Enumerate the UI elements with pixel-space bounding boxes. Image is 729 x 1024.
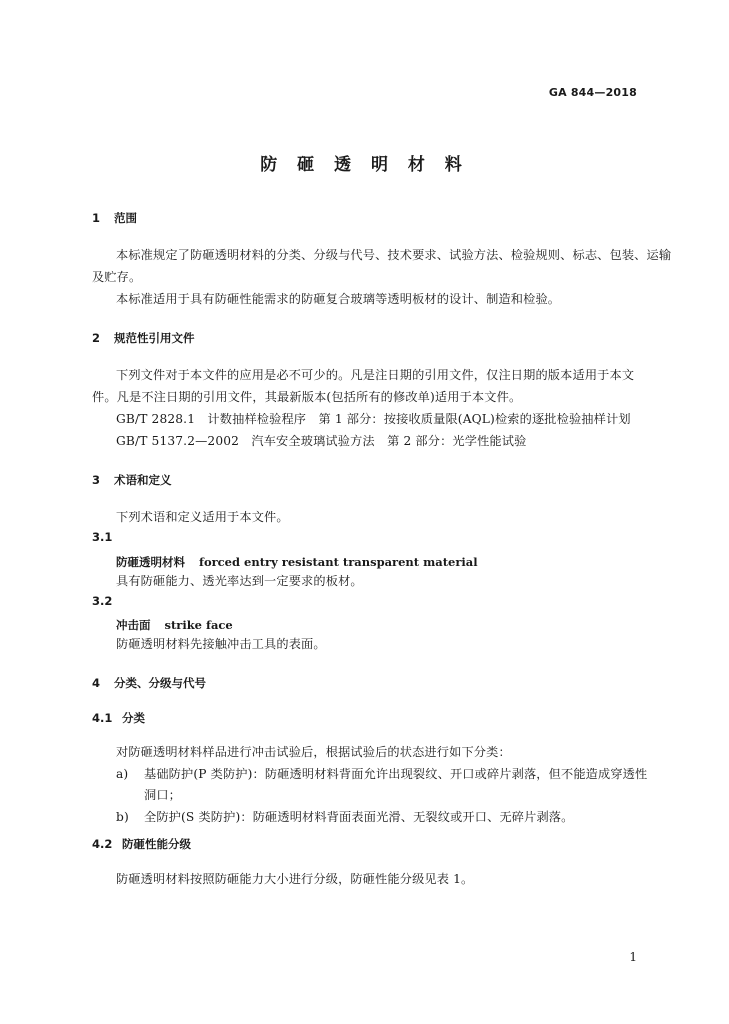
section-number: 4 (92, 676, 101, 690)
term-3-2-heading (116, 614, 233, 633)
list-text: 基础防护(P 类防护)：防砸透明材料背面允许出现裂纹、开口或碎片剥落，但不能造成穿透性 (144, 767, 648, 781)
term-english: strike face (164, 618, 233, 632)
section-3-intro: 下列术语和定义适用于本文件。 (116, 510, 289, 524)
section-number: 3 (92, 473, 101, 487)
list-text: 全防护(S 类防护)：防砸透明材料背面表面光滑、无裂纹或开口、无碎片剥落。 (144, 810, 574, 824)
term-3-1-number: 3.1 (92, 530, 113, 544)
list-item-a-line-1 (116, 765, 647, 782)
section-title: 术语和定义 (114, 473, 172, 487)
section-2-paragraph-line-1: 下列文件对于本文件的应用是必不可少的。凡是注日期的引用文件，仅注日期的版本适用于本文 (116, 368, 635, 382)
section-2-paragraph-line-2: 件。凡是不注日期的引用文件，其最新版本(包括所有的修改单)适用于本文件。 (92, 390, 522, 404)
subsection-title: 分类 (122, 711, 145, 725)
section-2-heading (92, 330, 195, 346)
term-english: forced entry resistant transparent material (199, 555, 478, 569)
subsection-4-2-paragraph: 防砸透明材料按照防砸能力大小进行分级，防砸性能分级见表 1。 (116, 872, 474, 886)
list-item-a-line-2: 洞口； (144, 788, 182, 802)
section-4-heading (92, 675, 206, 691)
section-number: 2 (92, 331, 101, 345)
list-label: a) (116, 767, 129, 781)
section-title: 规范性引用文件 (114, 331, 195, 345)
subsection-number: 4.1 (92, 711, 113, 725)
normative-reference-1: GB/T 2828.1 计数抽样检验程序 第 1 部分：按接收质量限(AQL)检索的逐批检验抽样计划 (116, 412, 631, 426)
term-3-1-heading (116, 551, 478, 570)
section-1-heading (92, 210, 137, 226)
subsection-number: 4.2 (92, 837, 113, 851)
subsection-4-1-intro: 对防砸透明材料样品进行冲击试验后，根据试验后的状态进行如下分类： (116, 745, 511, 759)
normative-reference-2: GB/T 5137.2—2002 汽车安全玻璃试验方法 第 2 部分：光学性能试验 (116, 434, 527, 448)
section-title: 分类、分级与代号 (114, 676, 206, 690)
section-number: 1 (92, 211, 101, 225)
section-1-paragraph-2: 本标准适用于具有防砸性能需求的防砸复合玻璃等透明板材的设计、制造和检验。 (116, 292, 561, 306)
term-3-2-definition: 防砸透明材料先接触冲击工具的表面。 (116, 637, 326, 651)
subsection-4-2-heading (92, 836, 191, 852)
subsection-4-1-heading (92, 710, 145, 726)
list-label: b) (116, 810, 129, 824)
standard-number: GA 844—2018 (548, 86, 637, 99)
term-3-2-number: 3.2 (92, 594, 113, 608)
section-1-paragraph-1-line-1: 本标准规定了防砸透明材料的分类、分级与代号、技术要求、试验方法、检验规则、标志、包装、运输 (116, 248, 672, 262)
term-chinese: 冲击面 (116, 618, 151, 632)
section-3-heading (92, 472, 172, 488)
term-chinese: 防砸透明材料 (116, 555, 185, 569)
page-number: 1 (629, 950, 637, 964)
term-3-1-definition: 具有防砸能力、透光率达到一定要求的板材。 (116, 574, 363, 588)
list-item-b (116, 808, 573, 825)
section-1-paragraph-1-line-2: 及贮存。 (92, 270, 142, 284)
document-title: 防 砸 透 明 材 料 (260, 155, 469, 175)
subsection-title: 防砸性能分级 (122, 837, 191, 851)
section-title: 范围 (114, 211, 137, 225)
